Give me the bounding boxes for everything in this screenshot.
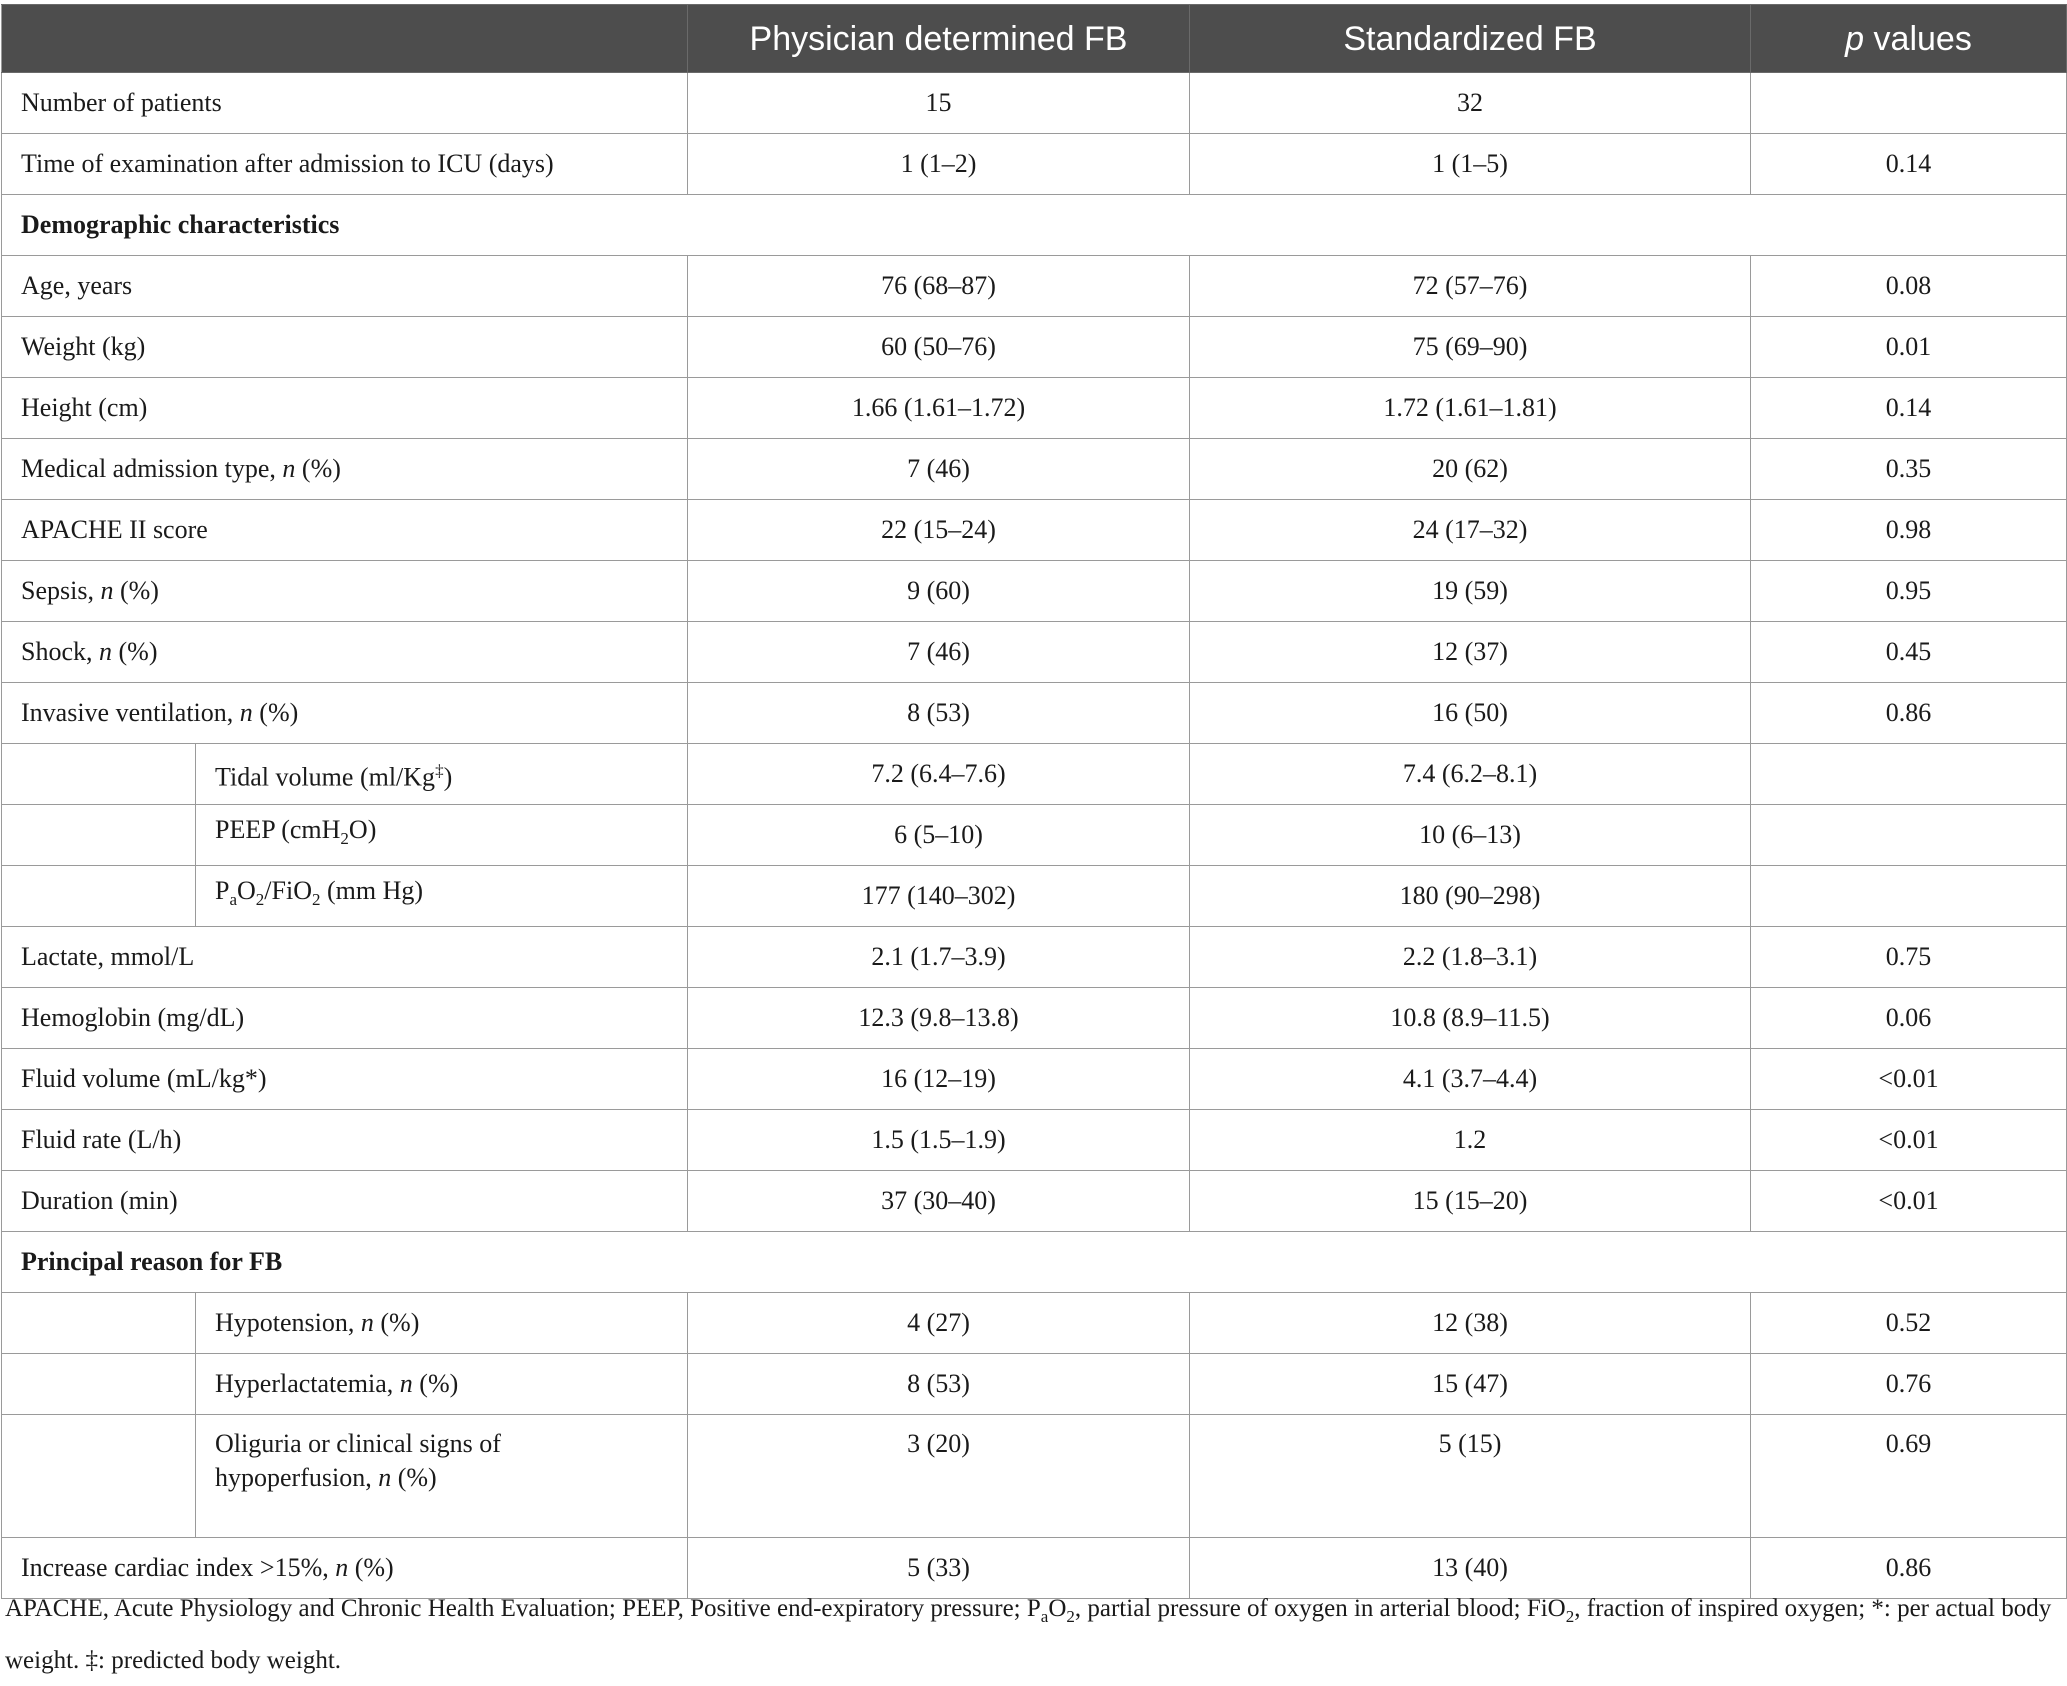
- label-sub: a: [229, 890, 238, 910]
- cell-physician: 6 (5–10): [688, 805, 1190, 866]
- cell-p-value: 0.06: [1751, 988, 2067, 1049]
- label-text: Increase cardiac index >15%,: [21, 1553, 336, 1582]
- label-sub: 2: [340, 829, 349, 849]
- table-row: [2, 256, 2067, 317]
- label-text: (%): [348, 1553, 394, 1582]
- cell-physician: 12.3 (9.8–13.8): [688, 988, 1190, 1049]
- label-text: (%): [252, 698, 299, 727]
- cell-standardized: 72 (57–76): [1190, 256, 1751, 317]
- table-subrow: [2, 1354, 2067, 1415]
- label-n: n: [100, 576, 114, 605]
- indent-cell: [2, 1354, 196, 1415]
- cell-standardized: 10.8 (8.9–11.5): [1190, 988, 1751, 1049]
- table-footnote: [5, 1587, 2060, 1683]
- label-text: Invasive ventilation,: [21, 698, 240, 727]
- cell-p-value: [1751, 805, 2067, 866]
- cell-physician: 5 (33): [688, 1538, 1190, 1599]
- label-sub: 2: [311, 890, 321, 910]
- table-subrow: [2, 1415, 2067, 1538]
- cell-standardized: 16 (50): [1190, 683, 1751, 744]
- row-label: [2, 561, 688, 622]
- cell-p-value: 0.86: [1751, 1538, 2067, 1599]
- cell-p-value: <0.01: [1751, 1110, 2067, 1171]
- label-text: ): [443, 762, 453, 792]
- label-sub: 2: [255, 890, 265, 910]
- cell-physician: 9 (60): [688, 561, 1190, 622]
- section-heading-principal-reason: Principal reason for FB: [2, 1232, 2067, 1293]
- row-label: [196, 1293, 688, 1354]
- cell-physician: 22 (15–24): [688, 500, 1190, 561]
- table-row: [2, 134, 2067, 195]
- cell-standardized: 15 (15–20): [1190, 1171, 1751, 1232]
- label-text: Hyperlactatemia,: [215, 1369, 400, 1398]
- label-text: O): [348, 815, 377, 845]
- cell-standardized: 5 (15): [1190, 1415, 1751, 1538]
- cell-standardized: 1 (1–5): [1190, 134, 1751, 195]
- table-row: [2, 1049, 2067, 1110]
- header-p-italic: p: [1845, 19, 1865, 58]
- label-n: n: [378, 1463, 392, 1492]
- label-n: n: [360, 1308, 374, 1337]
- cell-physician: 8 (53): [688, 683, 1190, 744]
- label-n: n: [335, 1553, 349, 1582]
- row-label: [2, 439, 688, 500]
- cell-physician: 7.2 (6.4–7.6): [688, 744, 1190, 805]
- cell-p-value: <0.01: [1751, 1049, 2067, 1110]
- table-subrow: [2, 744, 2067, 805]
- table-row: [2, 561, 2067, 622]
- cell-standardized: 13 (40): [1190, 1538, 1751, 1599]
- label-text: P: [215, 876, 230, 906]
- footnote-text: , fraction of inspired oxygen; *: per actual body weight. ‡: predicted body weight.: [5, 1595, 2052, 1674]
- footnote-text: O: [1048, 1595, 1067, 1622]
- row-label: [196, 1415, 688, 1538]
- cell-physician: 7 (46): [688, 622, 1190, 683]
- header-row: [2, 5, 2067, 73]
- cell-p-value: 0.98: [1751, 500, 2067, 561]
- cell-physician: 60 (50–76): [688, 317, 1190, 378]
- cell-physician: 15: [688, 73, 1190, 134]
- row-label: Duration (min): [2, 1171, 688, 1232]
- label-text: (%): [295, 454, 341, 483]
- cell-standardized: 19 (59): [1190, 561, 1751, 622]
- cell-standardized: 2.2 (1.8–3.1): [1190, 927, 1751, 988]
- table-row: [2, 683, 2067, 744]
- cell-p-value: [1751, 73, 2067, 134]
- cell-standardized: 15 (47): [1190, 1354, 1751, 1415]
- row-label: Hemoglobin (mg/dL): [2, 988, 688, 1049]
- indent-cell: [2, 1293, 196, 1354]
- cell-p-value: 0.76: [1751, 1354, 2067, 1415]
- header-physician-fb: Physician determined FB: [688, 5, 1190, 73]
- row-label: Age, years: [2, 256, 688, 317]
- cell-physician: 177 (140–302): [688, 866, 1190, 927]
- label-text: Hypotension,: [215, 1308, 361, 1337]
- table-row: [2, 378, 2067, 439]
- cell-p-value: 0.69: [1751, 1415, 2067, 1538]
- cell-p-value: 0.86: [1751, 683, 2067, 744]
- cell-physician: 7 (46): [688, 439, 1190, 500]
- table-row: [2, 1171, 2067, 1232]
- cell-standardized: 32: [1190, 73, 1751, 134]
- section-heading-demographic: Demographic characteristics: [2, 195, 2067, 256]
- footnote-sub: a: [1040, 1607, 1049, 1626]
- label-text: (%): [373, 1308, 420, 1337]
- label-n: n: [399, 1369, 413, 1398]
- row-label: Fluid rate (L/h): [2, 1110, 688, 1171]
- label-text: Shock,: [21, 637, 99, 666]
- cell-physician: 37 (30–40): [688, 1171, 1190, 1232]
- header-p-rest: values: [1864, 19, 1972, 58]
- cell-p-value: 0.14: [1751, 378, 2067, 439]
- indent-cell: [2, 805, 196, 866]
- header-p-values: [1751, 5, 2067, 73]
- cell-physician: 1 (1–2): [688, 134, 1190, 195]
- table-row: [2, 317, 2067, 378]
- cell-p-value: 0.75: [1751, 927, 2067, 988]
- footnote-text: APACHE, Acute Physiology and Chronic Health Evaluation; PEEP, Positive end-expiratory pressure; P: [5, 1595, 1041, 1622]
- section-row: [2, 1232, 2067, 1293]
- table-subrow: [2, 866, 2067, 927]
- row-label: [196, 866, 688, 927]
- indent-cell: [2, 744, 196, 805]
- cell-p-value: [1751, 744, 2067, 805]
- cell-standardized: 24 (17–32): [1190, 500, 1751, 561]
- table-subrow: [2, 805, 2067, 866]
- label-text: Oliguria or clinical signs of: [215, 1429, 501, 1458]
- data-table: [1, 4, 2067, 1599]
- cell-p-value: 0.95: [1751, 561, 2067, 622]
- label-text: /FiO: [264, 876, 312, 906]
- row-label: APACHE II score: [2, 500, 688, 561]
- row-label: Lactate, mmol/L: [2, 927, 688, 988]
- cell-p-value: [1751, 866, 2067, 927]
- cell-p-value: 0.52: [1751, 1293, 2067, 1354]
- cell-standardized: 1.72 (1.61–1.81): [1190, 378, 1751, 439]
- label-text: hypoperfusion,: [215, 1463, 379, 1492]
- cell-standardized: 10 (6–13): [1190, 805, 1751, 866]
- cell-physician: 8 (53): [688, 1354, 1190, 1415]
- cell-physician: 1.66 (1.61–1.72): [688, 378, 1190, 439]
- row-label: [196, 1354, 688, 1415]
- cell-standardized: 4.1 (3.7–4.4): [1190, 1049, 1751, 1110]
- label-n: n: [99, 637, 112, 666]
- row-label: [196, 744, 688, 805]
- table-row: [2, 1110, 2067, 1171]
- label-n: n: [282, 454, 296, 483]
- cell-physician: 3 (20): [688, 1415, 1190, 1538]
- row-label: Weight (kg): [2, 317, 688, 378]
- indent-cell: [2, 866, 196, 927]
- cell-standardized: 180 (90–298): [1190, 866, 1751, 927]
- cell-p-value: 0.01: [1751, 317, 2067, 378]
- row-label: Fluid volume (mL/kg*): [2, 1049, 688, 1110]
- row-label: Height (cm): [2, 378, 688, 439]
- cell-standardized: 12 (37): [1190, 622, 1751, 683]
- label-text: (%): [412, 1369, 459, 1398]
- cell-standardized: 75 (69–90): [1190, 317, 1751, 378]
- label-text: (%): [113, 576, 159, 605]
- footnote-text: , partial pressure of oxygen in arterial blood; FiO: [1074, 1595, 1566, 1622]
- label-n: n: [239, 698, 253, 727]
- indent-cell: [2, 1415, 196, 1538]
- header-standardized-fb: Standardized FB: [1190, 5, 1751, 73]
- cell-physician: 4 (27): [688, 1293, 1190, 1354]
- footnote-sub: 2: [1066, 1607, 1075, 1626]
- cell-physician: 1.5 (1.5–1.9): [688, 1110, 1190, 1171]
- table-row: [2, 622, 2067, 683]
- footnote-sub: 2: [1565, 1607, 1575, 1626]
- label-text: (mm Hg): [320, 876, 424, 906]
- label-text: PEEP (cmH: [215, 815, 341, 845]
- cell-physician: 76 (68–87): [688, 256, 1190, 317]
- table-row: [2, 500, 2067, 561]
- table-subrow: [2, 1293, 2067, 1354]
- cell-standardized: 12 (38): [1190, 1293, 1751, 1354]
- label-text: Tidal volume (ml/Kg: [215, 762, 436, 792]
- label-text: Medical admission type,: [21, 454, 283, 483]
- label-text: (%): [391, 1463, 437, 1492]
- table-row: [2, 988, 2067, 1049]
- cell-p-value: 0.35: [1751, 439, 2067, 500]
- table-row: [2, 927, 2067, 988]
- row-label: [196, 805, 688, 866]
- row-label: [2, 683, 688, 744]
- cell-p-value: 0.45: [1751, 622, 2067, 683]
- section-row: [2, 195, 2067, 256]
- cell-standardized: 20 (62): [1190, 439, 1751, 500]
- label-text: O: [237, 876, 256, 906]
- row-label: [2, 622, 688, 683]
- row-label: Number of patients: [2, 73, 688, 134]
- cell-p-value: <0.01: [1751, 1171, 2067, 1232]
- cell-standardized: 7.4 (6.2–8.1): [1190, 744, 1751, 805]
- cell-physician: 2.1 (1.7–3.9): [688, 927, 1190, 988]
- label-text: Sepsis,: [21, 576, 101, 605]
- label-sup: ‡: [435, 760, 444, 780]
- header-label-column: [2, 5, 688, 73]
- table-row: [2, 73, 2067, 134]
- table-row: [2, 439, 2067, 500]
- label-text: (%): [112, 637, 158, 666]
- row-label: Time of examination after admission to ICU (days): [2, 134, 688, 195]
- cell-physician: 16 (12–19): [688, 1049, 1190, 1110]
- cell-standardized: 1.2: [1190, 1110, 1751, 1171]
- cell-p-value: 0.14: [1751, 134, 2067, 195]
- cell-p-value: 0.08: [1751, 256, 2067, 317]
